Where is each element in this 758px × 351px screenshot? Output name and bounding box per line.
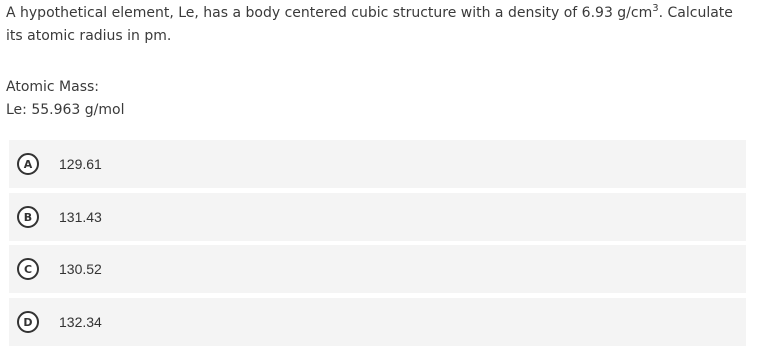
- question-superscript: 3: [652, 3, 659, 14]
- option-text-c: 130.52: [59, 261, 102, 277]
- answer-option-b[interactable]: [9, 193, 746, 241]
- question-text-end: . Calculate its atomic radius in pm.: [6, 5, 733, 44]
- answer-option-a[interactable]: [9, 140, 746, 188]
- option-letter-a: A: [17, 153, 39, 175]
- atomic-mass-info: [6, 76, 124, 122]
- question-text-main: A hypothetical element, Le, has a body centered cubic structure with a density of 6.93 g/cm: [6, 5, 653, 21]
- answer-option-c[interactable]: [9, 245, 746, 293]
- answer-option-d[interactable]: [9, 298, 746, 346]
- option-letter-b: B: [17, 206, 39, 228]
- question-text: [6, 2, 746, 48]
- option-letter-d: D: [17, 311, 39, 333]
- atomic-mass-value: Le: 55.963 g/mol: [6, 102, 125, 118]
- option-letter-c: C: [17, 258, 39, 280]
- option-text-a: 129.61: [59, 156, 102, 172]
- atomic-mass-label: Atomic Mass:: [6, 79, 100, 95]
- option-text-d: 132.34: [59, 314, 102, 330]
- option-text-b: 131.43: [59, 209, 102, 225]
